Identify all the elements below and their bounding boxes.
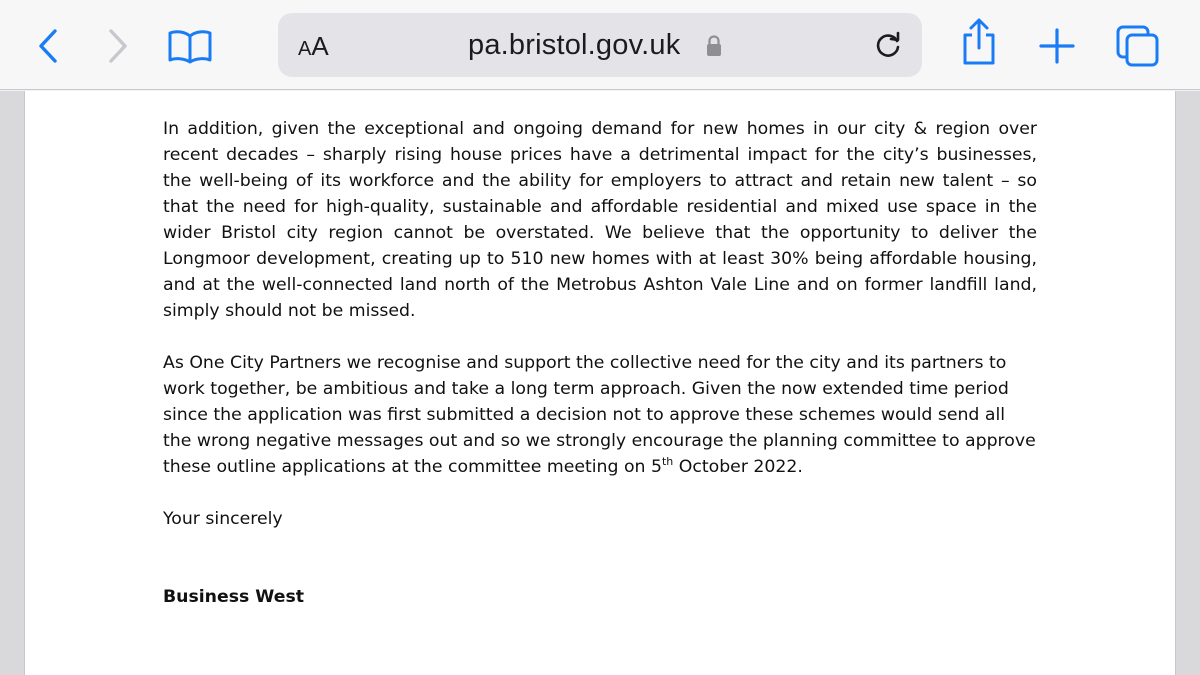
reader-options-button[interactable] bbox=[298, 13, 329, 77]
aa-small-label: A bbox=[298, 38, 312, 60]
url-text[interactable]: pa.bristol.gov.uk bbox=[468, 29, 681, 61]
paragraph-housing: In addition, given the exceptional and ongoing demand for new homes in our city & region over recent decades – sharply rising house prices have a detrimental impact for the city’s businesses, the well-being of its workforce and the ability for employers to attract and retain new talent – so that the need for high-quality, sustainable and affordable residential and mixed use space in the wider Bristol city region cannot be overstated. We believe that the opportunity to deliver the Longmoor development, creating up to 510 new homes with at least 30% being affordable housing, and at the well-connected land north of the Metrobus Ashton Vale Line and on former landfill land, simply should not be missed. bbox=[163, 119, 1037, 321]
browser-toolbar bbox=[0, 0, 1200, 90]
letter-body bbox=[163, 116, 1037, 636]
bookmarks-icon[interactable] bbox=[166, 22, 214, 70]
address-bar[interactable] bbox=[278, 13, 922, 77]
aa-big-label: A bbox=[311, 31, 329, 61]
new-tab-icon[interactable] bbox=[1033, 22, 1081, 70]
forward-icon[interactable] bbox=[94, 22, 142, 70]
ordinal-suffix: th bbox=[661, 455, 674, 468]
signature: Business West bbox=[163, 587, 305, 607]
back-icon[interactable] bbox=[24, 22, 72, 70]
share-icon[interactable] bbox=[955, 18, 1003, 66]
paragraph-one-city bbox=[163, 350, 1037, 480]
paragraph-one-city-text: As One City Partners we recognise and support the collective need for the city and its partners to work together, be ambitious and take a long term approach. Given the now extended time period since the application was first submitted a decision not to approve these schemes would send all the wrong negative messages out and so we strongly encourage the planning committee to approve these outline applications at the committee meeting on 5 bbox=[163, 353, 1036, 477]
document-page bbox=[24, 91, 1176, 675]
reload-icon[interactable] bbox=[872, 29, 904, 66]
closing-line: Your sincerely bbox=[163, 509, 283, 529]
paragraph-one-city-end: October 2022. bbox=[673, 457, 803, 477]
lock-icon bbox=[706, 35, 722, 62]
tabs-icon[interactable] bbox=[1114, 22, 1162, 70]
web-content[interactable] bbox=[0, 91, 1200, 675]
